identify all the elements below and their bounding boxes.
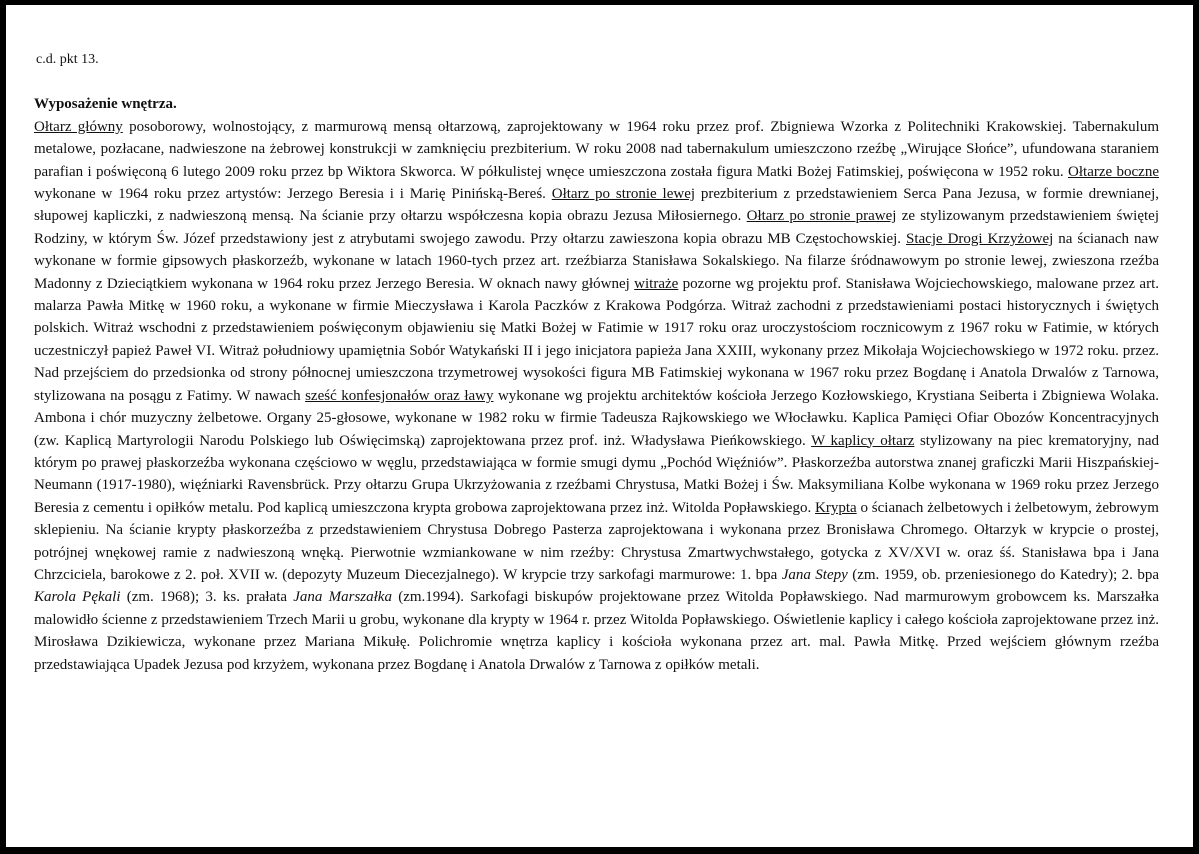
text-run: stylizowany na piec krematoryjny, nad którym po prawej płaskorzeźba wykonana częściowo w węglu, przedstawiająca w formie smugi dymu „Pochód Więźniów”. Płaskorzeźba autorstwa znanej graficzki Marii Hiszpańskiej-Neumann (1917-1980), więźniarki Ravensbrück. Przy ołtarzu Grupa Ukrzyżowania z rzeźbami Chrystusa, Matki Bożej i Św. Maksymiliana Kolbe wykonana w 1969 roku przez Jerzego Beresia z cementu i opiłków metalu. Pod kaplicą umieszczona krypta grobowa zaprojektowana przez inż. Witolda Popławskiego. xyxy=(34,432,1160,516)
underlined-term: Stacje Drogi Krzyżowej xyxy=(906,230,1054,247)
text-run: wykonane wg projektu architektów kościoła Jerzego Kozłowskiego, Krystiana Seiberta i Zbigniewa Wolaka. Ambona i chór muzyczny żelbetowe. Organy 25-głosowe, wykonane w 1982 roku w firmie Tadeusza Rajkowskiego we Włocławku. Kaplica Pamięci Ofiar Obozów Koncentracyjnych (zw. Kaplicą Martyrologii Narodu Polskiego lub Oświęcimską) zaprojektowana przez prof. inż. Władysława Pieńkowskiego. xyxy=(34,387,1159,449)
document-body xyxy=(34,49,1159,676)
italic-name: Karola Pękali xyxy=(34,589,121,606)
section-heading: Wyposażenie wnętrza. xyxy=(34,96,177,113)
underlined-term: witraże xyxy=(634,275,679,292)
section-reference: c.d. pkt 13. xyxy=(36,52,99,67)
underlined-term: sześć konfesjonałów oraz ławy xyxy=(305,387,494,404)
underlined-term: Ołtarze boczne xyxy=(1068,163,1159,180)
scanned-page xyxy=(6,5,1193,847)
italic-name: Jana Stepy xyxy=(781,566,848,583)
text-run: wykonane w 1964 roku przez artystów: Jerzego Beresia i i Marię Pinińską-Bereś. xyxy=(34,186,552,203)
text-run: pozorne wg projektu prof. Stanisława Wojciechowskiego, malowane przez art. malarza Pawła Mitkę w 1960 roku, a wykonane w firmie Mieczysława i Karola Paczków z Krakowa Podgórza. Witraż zachodni z przedstawieniami postaci historycznych i świętych polskich. Witraż wschodni z przedstawieniem poświęconym objawieniu się Matki Bożej w Fatimie w 1917 roku oraz uroczystościom rocznicowym z 1967 roku w Fatimie, w których uczestniczył papież Paweł VI. Witraż południowy upamiętnia Sobór Watykański II i jego inicjatora papieża Jana XXIII, wykonany przez Mikołaja Wojciechowskiego w 1972 roku. przez. Nad przejściem do przedsionka od strony północnej umieszczona trzymetrowej wysokości figura MB Fatimskiej wykonana w 1967 roku przez Bogdanę i Anatola Drwalów z Tarnowa, stylizowana na posągu z Fatimy. W nawach xyxy=(34,275,1159,404)
text-run: (zm.1994). Sarkofagi biskupów projektowane przez Witolda Popławskiego. Nad marmurowym grobowcem ks. Marszałka malowidło ścienne z przedstawieniem Trzech Marii u grobu, wykonane dla krypty w 1964 r. przez Witolda Popławskiego. Oświetlenie kaplicy i całego kościoła zaprojektowane przez inż. Mirosława Dzikiewicza, wykonane przez Mariana Mikułę. Polichromie wnętrza kaplicy i kościoła wykonana przez art. mal. Pawła Mitkę. Przed wejściem głównym rzeźba przedstawiająca Upadek Jezusa pod krzyżem, wykonana przez Bogdanę i Anatola Drwalów z Tarnowa z opiłków metali. xyxy=(34,589,1159,673)
text-run: na ścianach naw wykonane w formie gipsowych płaskorzeźb, wykonane w latach 1960-tych przez art. rzeźbiarza Stanisława Sokalskiego. Na filarze śródnawowym po stronie lewej, zwieszona rzeźba Madonny z Dzieciątkiem wykonana w 1964 roku przez Jerzego Beresia. W oknach nawy głównej xyxy=(34,230,1160,292)
underlined-term: Krypta xyxy=(815,499,857,516)
text-run: prezbiterium z przedstawieniem Serca Pana Jezusa, w formie drewnianej, słupowej kapliczki, z nadwieszoną mensą. Na ścianie przy ołtarzu współczesna kopia obrazu Jezusa Miłosiernego. xyxy=(34,186,1159,225)
text-run: posoborowy, wolnostojący, z marmurową mensą ołtarzową, zaprojektowany w 1964 roku przez prof. Zbigniewa Wzorka z Politechniki Krakowskiej. Tabernakulum metalowe, pozłacane, nadwieszone na żebrowej konstrukcji w zamknięciu prezbiterium. W roku 2008 nad tabernakulum umieszczono rzeźbę „Wirujące Słońce”, ufundowana staraniem parafian i poświęconą 6 lutego 2009 roku przez bp Wiktora Skworca. W półkulistej wnęce umieszczona została figura Matki Bożej Fatimskiej, poświęcona w 1952 roku. xyxy=(34,118,1159,180)
underlined-term: W kaplicy ołtarz xyxy=(811,432,915,449)
italic-name: Jana Marszałka xyxy=(293,589,392,606)
text-run: (zm. 1959, ob. przeniesionego do Katedry); 2. bpa xyxy=(847,566,1160,583)
underlined-term: Ołtarz po stronie lewej xyxy=(551,186,696,203)
text-run: ze stylizowanym przedstawieniem świętej Rodziny, w którym Św. Józef przedstawiony jest z atrybutami swojego zawodu. Przy ołtarzu zawieszona kopia obrazu MB Częstochowskiej. xyxy=(34,208,1159,247)
text-run: (zm. 1968); 3. ks. prałata xyxy=(120,589,294,606)
text-run: o ścianach żelbetowych i żelbetowym, żebrowym sklepieniu. Na ścianie krypty płaskorzeźba z przedstawieniem Chrystusa Dobrego Pasterza zaprojektowana i wykonana przez Bronisława Chromego. Ołtarzyk w krypcie o prostej, potrójnej wnękowej ramie z nadwieszoną wnęką. Pierwotnie wzmiankowane w nim rzeźby: Chrystusa Zmartwychwstałego, gotycka z XV/XVI w. oraz śś. Stanisława bpa i Jana Chrzciciela, barokowe z 2. poł. XVII w. (depozyty Muzeum Diecezjalnego). W krypcie trzy sarkofagi marmurowe: 1. bpa xyxy=(34,499,1159,583)
description-paragraph xyxy=(34,116,1159,676)
underlined-term: Ołtarz po stronie prawej xyxy=(746,208,897,225)
underlined-term: Ołtarz główny xyxy=(34,118,123,135)
